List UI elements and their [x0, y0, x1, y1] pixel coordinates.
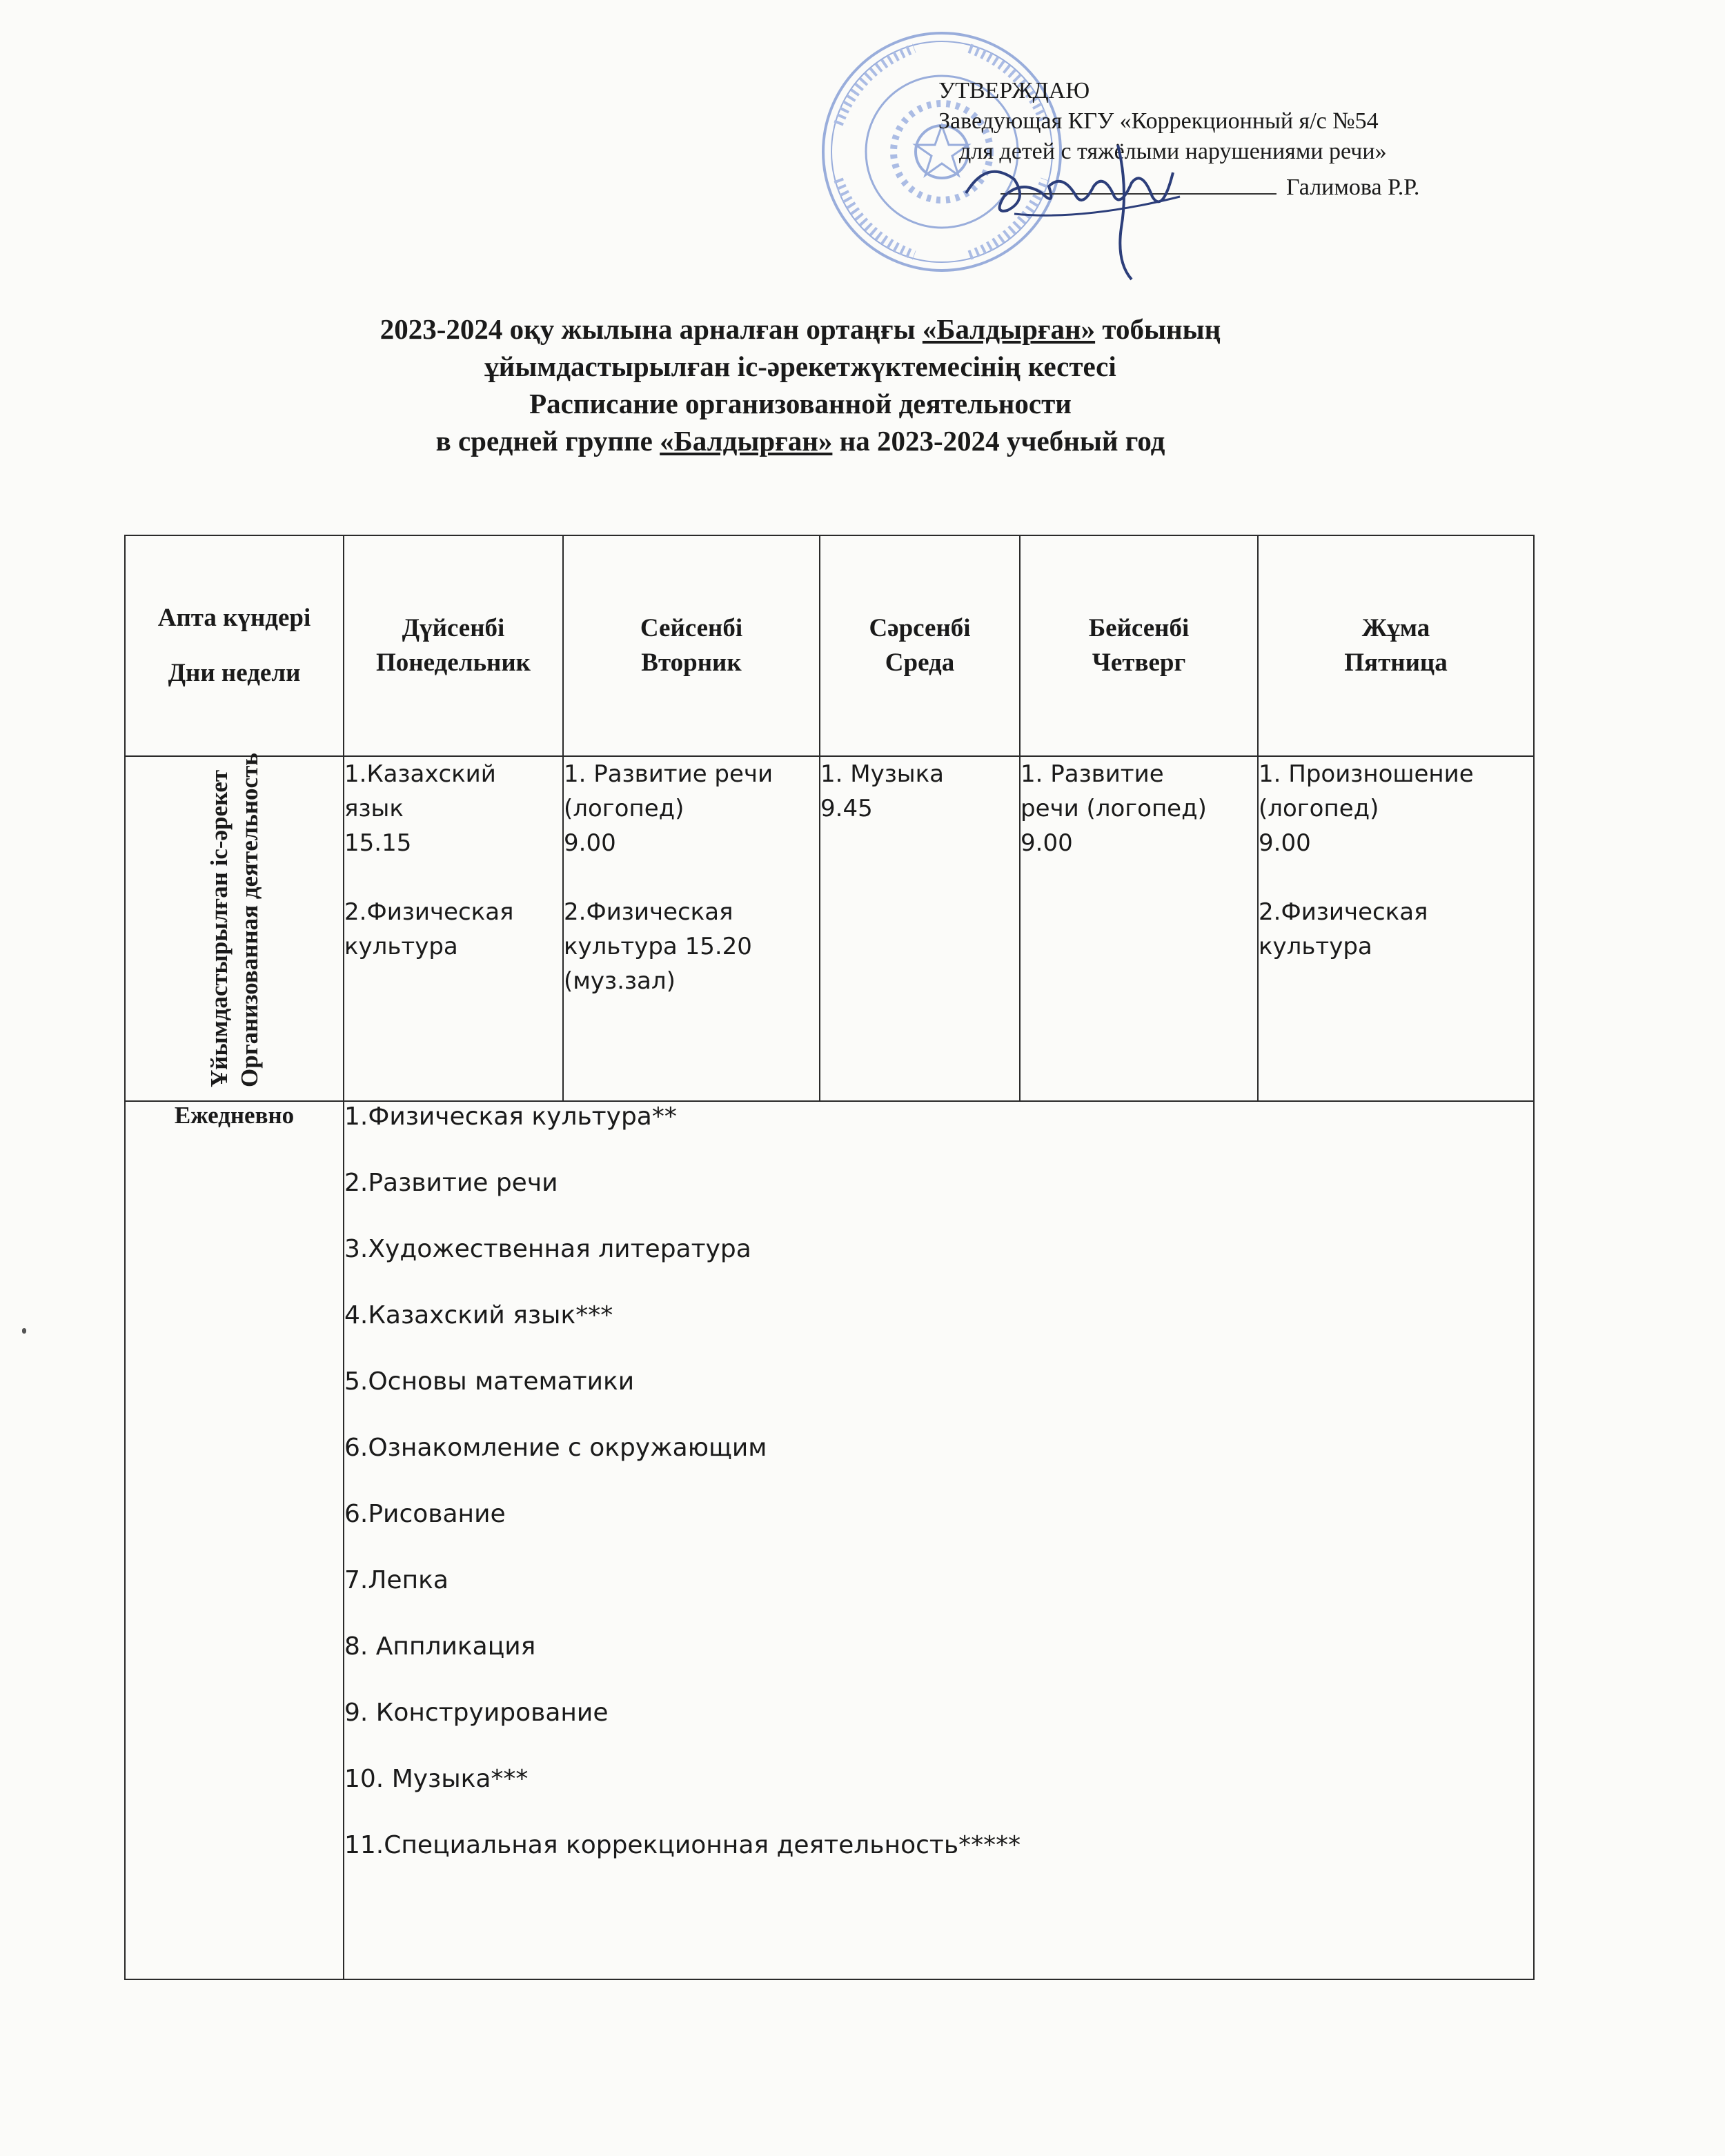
- title-line4-pre: в средней группе: [435, 425, 660, 457]
- header-wednesday: [820, 535, 1020, 756]
- activity-label-ru: Организованная деятельность: [235, 753, 263, 1087]
- activities-row: [125, 756, 1534, 1101]
- daily-activities-list: [344, 1101, 1534, 1979]
- activity-item: 1.Казахский язык 15.15: [344, 760, 496, 857]
- header-monday: [344, 535, 563, 756]
- list-item: 10. Музыка***: [344, 1765, 529, 1793]
- list-item: 4.Казахский язык***: [344, 1301, 613, 1329]
- day-kz: Сәрсенбі: [869, 614, 971, 642]
- wednesday-activities: [820, 756, 1020, 1101]
- schedule-table: [124, 535, 1535, 1980]
- title-line1-pre: 2023-2024 оқу жылына арналған ортаңғы: [379, 313, 923, 345]
- table-header-row: [125, 535, 1534, 756]
- signer-name: Галимова Р.Р.: [1286, 175, 1420, 200]
- monday-activities: [344, 756, 563, 1101]
- activity-item: 2.Физическая культура: [1259, 898, 1428, 960]
- document-title: [172, 310, 1428, 459]
- activity-item: 2.Физическая культура 15.20 (муз.зал): [564, 898, 752, 995]
- activity-label-kz: Ұйымдастырылған іс-әрекет: [205, 769, 233, 1087]
- list-item: 11.Специальная коррекционная деятельность*****: [344, 1831, 1021, 1859]
- header-days-of-week: [125, 535, 344, 756]
- day-kz: Дүйсенбі: [402, 614, 505, 642]
- approval-position: Заведующая КГУ «Коррекционный я/с №54: [938, 108, 1379, 134]
- list-item: 1.Физическая культура**: [344, 1102, 677, 1131]
- title-line3: Расписание организованной деятельности: [529, 388, 1072, 419]
- title-line2: ұйымдастырылған іс-әрекетжүктемесінің кестесі: [484, 350, 1116, 382]
- activity-item: 1. Музыка 9.45: [820, 760, 944, 822]
- activity-row-label: [125, 753, 344, 1101]
- title-line1-post: тобының: [1095, 313, 1221, 345]
- list-item: 6.Ознакомление с окружающим: [344, 1434, 767, 1462]
- scan-speck: [22, 1328, 26, 1334]
- handwritten-signature: [945, 131, 1242, 290]
- title-group-name-ru: «Балдырған»: [660, 425, 833, 457]
- approval-institution: для детей с тяжёлыми нарушениями речи»: [959, 139, 1387, 164]
- header-days-kz: Апта күндері: [157, 604, 311, 632]
- day-kz: Жұма: [1361, 614, 1430, 642]
- day-kz: Сейсенбі: [640, 614, 743, 642]
- approval-heading: УТВЕРЖДАЮ: [938, 78, 1090, 103]
- daily-row: [125, 1101, 1534, 1979]
- list-item: 7.Лепка: [344, 1566, 448, 1594]
- list-item: 2.Развитие речи: [344, 1169, 558, 1197]
- header-friday: [1258, 535, 1534, 756]
- list-item: 6.Рисование: [344, 1500, 506, 1528]
- title-group-name-kz: «Балдырған»: [922, 313, 1096, 345]
- list-item: 9. Конструирование: [344, 1699, 609, 1727]
- header-thursday: [1020, 535, 1258, 756]
- activity-item: 2.Физическая культура: [344, 898, 514, 960]
- tuesday-activities: [563, 756, 820, 1101]
- friday-activities: [1258, 756, 1534, 1101]
- list-item: 5.Основы математики: [344, 1367, 635, 1396]
- list-item: 3.Художественная литература: [344, 1235, 751, 1263]
- day-ru: Понедельник: [376, 649, 531, 677]
- day-ru: Вторник: [641, 649, 742, 677]
- day-ru: Пятница: [1344, 649, 1448, 677]
- day-ru: Четверг: [1092, 649, 1186, 677]
- list-item: 8. Аппликация: [344, 1632, 536, 1661]
- title-line4-post: на 2023-2024 учебный год: [832, 425, 1165, 457]
- activity-item: 1. Развитие речи (логопед) 9.00: [1021, 760, 1207, 857]
- header-days-ru: Дни недели: [168, 659, 301, 687]
- activity-item: 1. Произношение (логопед) 9.00: [1259, 760, 1474, 857]
- day-kz: Бейсенбі: [1088, 614, 1190, 642]
- thursday-activities: [1020, 756, 1258, 1101]
- header-tuesday: [563, 535, 820, 756]
- activity-item: 1. Развитие речи (логопед) 9.00: [564, 760, 773, 857]
- day-ru: Среда: [885, 649, 955, 677]
- daily-label: Ежедневно: [125, 1101, 344, 1979]
